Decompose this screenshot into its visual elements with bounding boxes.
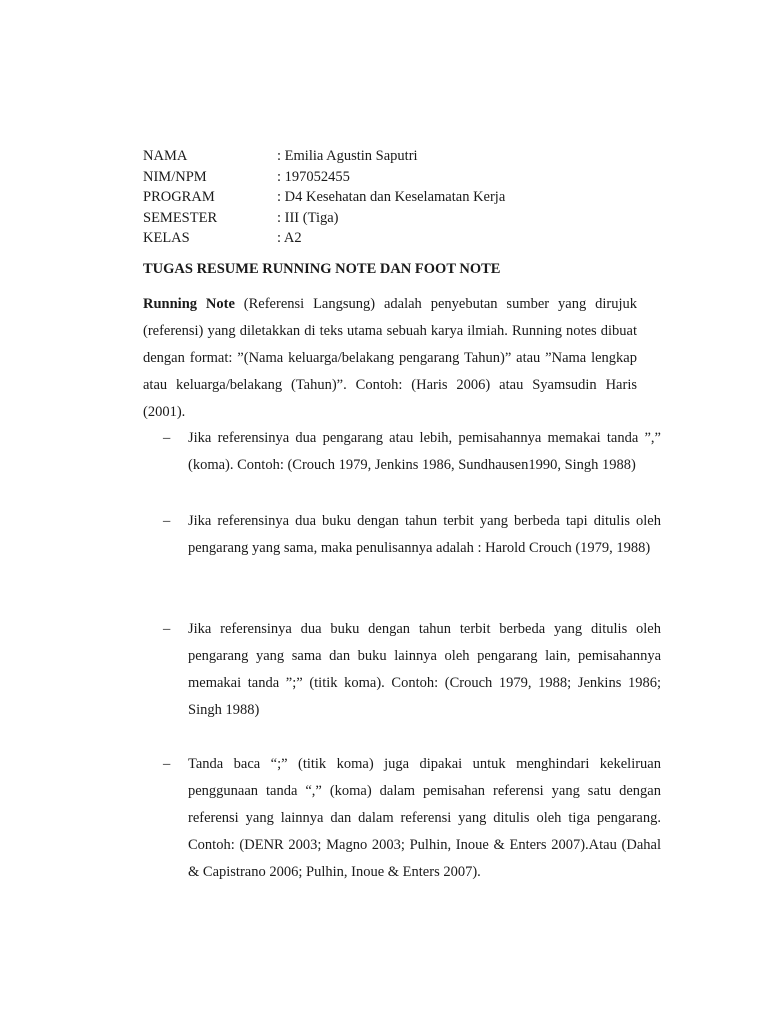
identity-row-program — [143, 187, 663, 208]
list-item — [163, 751, 661, 886]
intro-paragraph — [143, 291, 637, 426]
identity-row-semester — [143, 208, 663, 229]
dash-bullet: – — [163, 621, 171, 637]
document-title: TUGAS RESUME RUNNING NOTE DAN FOOT NOTE — [143, 261, 501, 277]
identity-block — [143, 146, 663, 249]
list-item — [163, 616, 661, 724]
identity-label: SEMESTER — [143, 209, 218, 226]
list-item — [163, 425, 661, 479]
intro-body: (Referensi Langsung) adalah penyebutan sumber yang dirujuk (referensi) yang diletakkan di teks utama sebuah karya ilmiah. Running notes dibuat dengan format: ”(Nama keluarga/belakang pengarang Tahun)” atau ”Nama lengkap atau keluarga/belakang (Tahun)”. Contoh: (Haris 2006) atau Syamsudin Haris (2001). — [143, 296, 637, 420]
list-item-text: Jika referensinya dua pengarang atau lebih, pemisahannya memakai tanda ”,” (koma). Contoh: (Crouch 1979, Jenkins 1986, Sundhausen1990, Singh 1988) — [188, 430, 661, 473]
intro-lead-term: Running Note — [143, 296, 235, 312]
list-item — [163, 508, 661, 562]
dash-bullet: – — [163, 430, 171, 446]
identity-label: NIM/NPM — [143, 168, 207, 185]
identity-label: KELAS — [143, 230, 190, 246]
dash-bullet: – — [163, 756, 171, 772]
identity-value: : D4 Kesehatan dan Keselamatan Kerja — [277, 189, 506, 205]
identity-row-kelas — [143, 228, 663, 249]
dash-bullet: – — [163, 513, 171, 529]
identity-value: : Emilia Agustin Saputri — [277, 148, 418, 164]
identity-value: : III (Tiga) — [277, 209, 339, 226]
list-item-text: Jika referensinya dua buku dengan tahun terbit berbeda yang ditulis oleh pengarang yang sama dan buku lainnya oleh pengarang lain, pemisahannya memakai tanda ”;” (titik koma). Contoh: (Crouch 1979, 1988; Jenkins 1986; Singh 1988) — [188, 621, 661, 718]
identity-label: PROGRAM — [143, 189, 215, 205]
list-item-text: Tanda baca “;” (titik koma) juga dipakai untuk menghindari kekeliruan penggunaan tanda “,” (koma) dalam pemisahan referensi yang satu dengan referensi yang lainnya dan dalam referensi yang ditulis oleh tiga pengarang. Contoh: (DENR 2003; Magno 2003; Pulhin, Inoue & Enters 2007).Atau (Dahal & Capistrano 2006; Pulhin, Inoue & Enters 2007). — [188, 756, 661, 880]
identity-row-nim — [143, 167, 663, 188]
identity-value: : 197052455 — [277, 168, 350, 185]
identity-label: NAMA — [143, 148, 188, 164]
identity-row-nama — [143, 146, 663, 167]
list-item-text: Jika referensinya dua buku dengan tahun terbit yang berbeda tapi ditulis oleh pengarang yang sama, maka penulisannya adalah : Harold Crouch (1979, 1988) — [188, 513, 661, 556]
identity-value: : A2 — [277, 230, 302, 246]
